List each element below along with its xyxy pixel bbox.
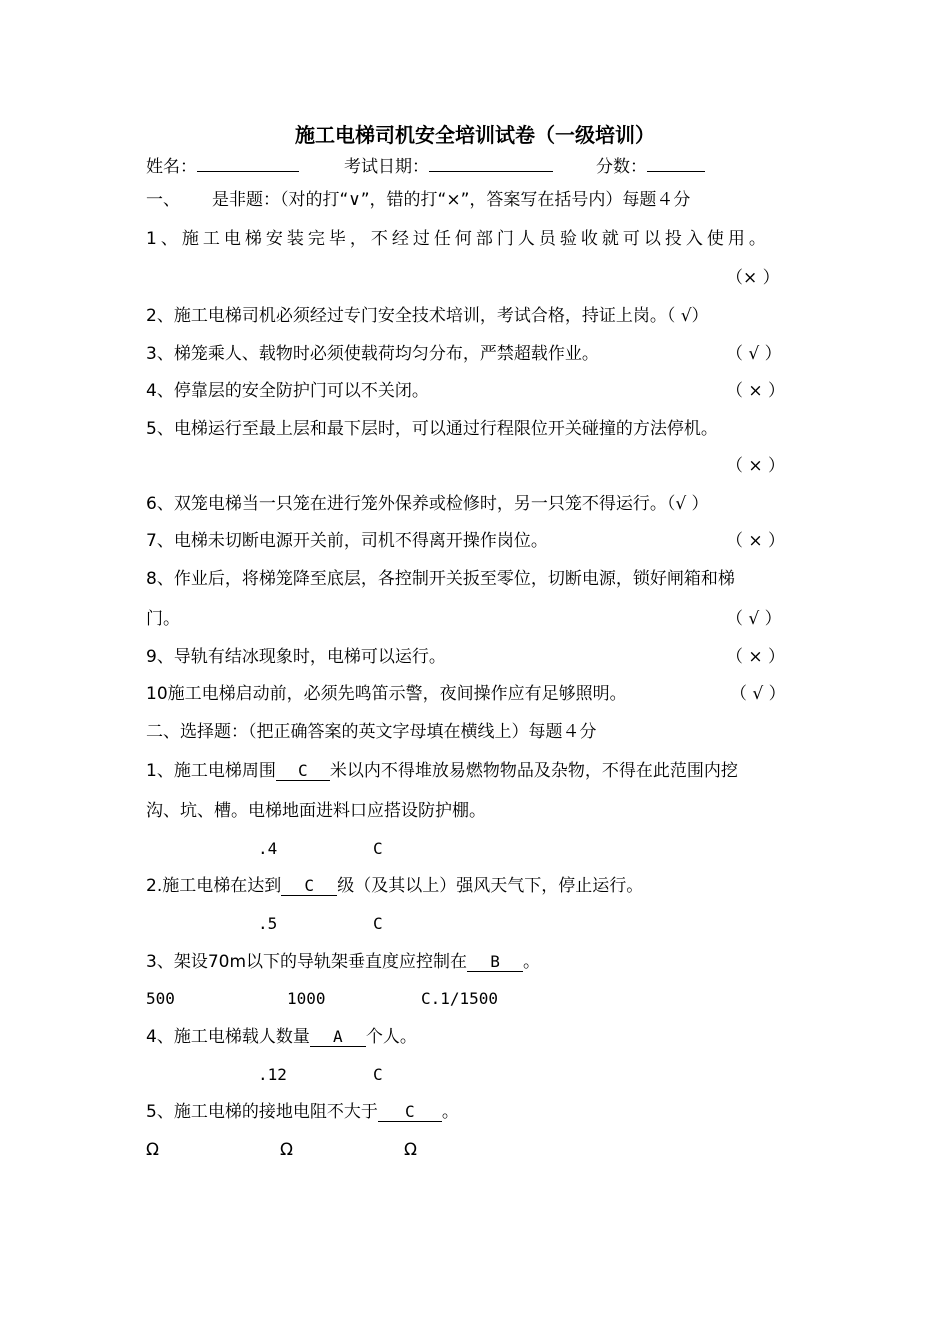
question-2-4-text-end: 个人。 bbox=[365, 1027, 417, 1047]
question-2-4-text: 4、施工电梯载人数量 bbox=[146, 1027, 310, 1047]
answer-blank-2-2[interactable]: C bbox=[281, 876, 337, 896]
question-2-1-text: 1、施工电梯周围 bbox=[146, 761, 276, 781]
question-2-3 bbox=[146, 951, 540, 973]
answer-1-8: （ √ ） bbox=[726, 609, 782, 629]
question-1-10: 10施工电梯启动前，必须先鸣笛示警，夜间操作应有足够照明。 bbox=[146, 684, 627, 704]
answer-1-4: （ × ） bbox=[726, 381, 786, 401]
option-2-4-b: .12 bbox=[258, 1065, 287, 1084]
question-1-3: 3、梯笼乘人、载物时必须使载荷均匀分布，严禁超载作业。 bbox=[146, 344, 599, 364]
question-1-4: 4、停靠层的安全防护门可以不关闭。 bbox=[146, 381, 429, 401]
question-2-1-cont: 沟、坑、槽。电梯地面进料口应搭设防护棚。 bbox=[146, 801, 486, 821]
name-blank[interactable] bbox=[197, 152, 299, 172]
option-2-1-b: .4 bbox=[258, 839, 278, 858]
option-2-3-c: C.1/1500 bbox=[421, 989, 499, 1008]
page-title: 施工电梯司机安全培训试卷（一级培训） bbox=[295, 123, 655, 147]
question-2-5-text: 5、施工电梯的接地电阻不大于 bbox=[146, 1102, 378, 1122]
question-1-2: 2、施工电梯司机必须经过专门安全技术培训，考试合格，持证上岗。（ √） bbox=[146, 306, 709, 326]
answer-1-9: （ × ） bbox=[726, 647, 786, 667]
option-2-5-a: Ω bbox=[146, 1140, 159, 1160]
question-2-5-text-end: 。 bbox=[441, 1102, 459, 1122]
question-2-3-text-end: 。 bbox=[523, 952, 541, 972]
date-blank[interactable] bbox=[429, 152, 553, 172]
score-row bbox=[596, 152, 705, 178]
section-1-title: 是非题：（对的打“∨”，错的打“×”，答案写在括号内）每题４分 bbox=[212, 190, 691, 210]
section-2-heading: 二、选择题：（把正确答案的英文字母填在横线上）每题４分 bbox=[146, 722, 597, 742]
question-1-1: 1、施工电梯安装完毕，不经过任何部门人员验收就可以投入使用。 bbox=[146, 229, 770, 249]
section-1-heading bbox=[146, 189, 690, 211]
question-2-1 bbox=[146, 760, 738, 782]
answer-1-1: （× ） bbox=[726, 268, 780, 288]
score-label: 分数： bbox=[596, 157, 647, 177]
answer-1-10: （ √ ） bbox=[730, 684, 786, 704]
name-label: 姓名： bbox=[146, 157, 197, 177]
option-2-4-c: C bbox=[373, 1065, 383, 1084]
option-2-5-b: Ω bbox=[280, 1140, 293, 1160]
option-2-1-c: C bbox=[373, 839, 383, 858]
option-2-3-b: 1000 bbox=[287, 989, 326, 1008]
answer-blank-2-5[interactable]: C bbox=[378, 1102, 442, 1122]
option-2-5-c: Ω bbox=[404, 1140, 417, 1160]
answer-blank-2-4[interactable]: A bbox=[310, 1027, 366, 1047]
question-2-2-text: 2.施工电梯在达到 bbox=[146, 876, 282, 896]
date-row bbox=[344, 152, 553, 178]
question-1-5: 5、电梯运行至最上层和最下层时，可以通过行程限位开关碰撞的方法停机。 bbox=[146, 419, 718, 439]
answer-1-7: （ × ） bbox=[726, 531, 786, 551]
answer-blank-2-3[interactable]: B bbox=[467, 952, 523, 972]
question-1-9: 9、导轨有结冰现象时，电梯可以运行。 bbox=[146, 647, 446, 667]
question-2-2-text-end: 级（及其以上）强风天气下，停止运行。 bbox=[337, 876, 644, 896]
student-info-row bbox=[146, 152, 299, 178]
question-1-6: 6、双笼电梯当一只笼在进行笼外保养或检修时，另一只笼不得运行。（√ ） bbox=[146, 494, 709, 514]
answer-blank-2-1[interactable]: C bbox=[276, 761, 330, 781]
date-label: 考试日期： bbox=[344, 157, 429, 177]
option-2-3-a: 500 bbox=[146, 989, 175, 1008]
question-2-3-text: 3、架设70m以下的导轨架垂直度应控制在 bbox=[146, 952, 468, 972]
answer-1-5: （ × ） bbox=[726, 456, 786, 476]
question-2-1-text-end: 米以内不得堆放易燃物物品及杂物，不得在此范围内挖 bbox=[329, 761, 738, 781]
answer-1-3: （ √ ） bbox=[726, 344, 782, 364]
question-2-2 bbox=[146, 875, 643, 897]
option-2-2-b: .5 bbox=[258, 914, 278, 933]
question-1-7: 7、电梯未切断电源开关前，司机不得离开操作岗位。 bbox=[146, 531, 548, 551]
question-1-8: 8、作业后，将梯笼降至底层，各控制开关扳至零位，切断电源，锁好闸箱和梯 bbox=[146, 569, 735, 589]
question-2-5 bbox=[146, 1101, 459, 1123]
question-1-8-cont: 门。 bbox=[146, 609, 180, 629]
option-2-2-c: C bbox=[373, 914, 383, 933]
question-2-4 bbox=[146, 1026, 417, 1048]
score-blank[interactable] bbox=[647, 152, 705, 172]
section-1-number: 一、 bbox=[146, 190, 180, 210]
